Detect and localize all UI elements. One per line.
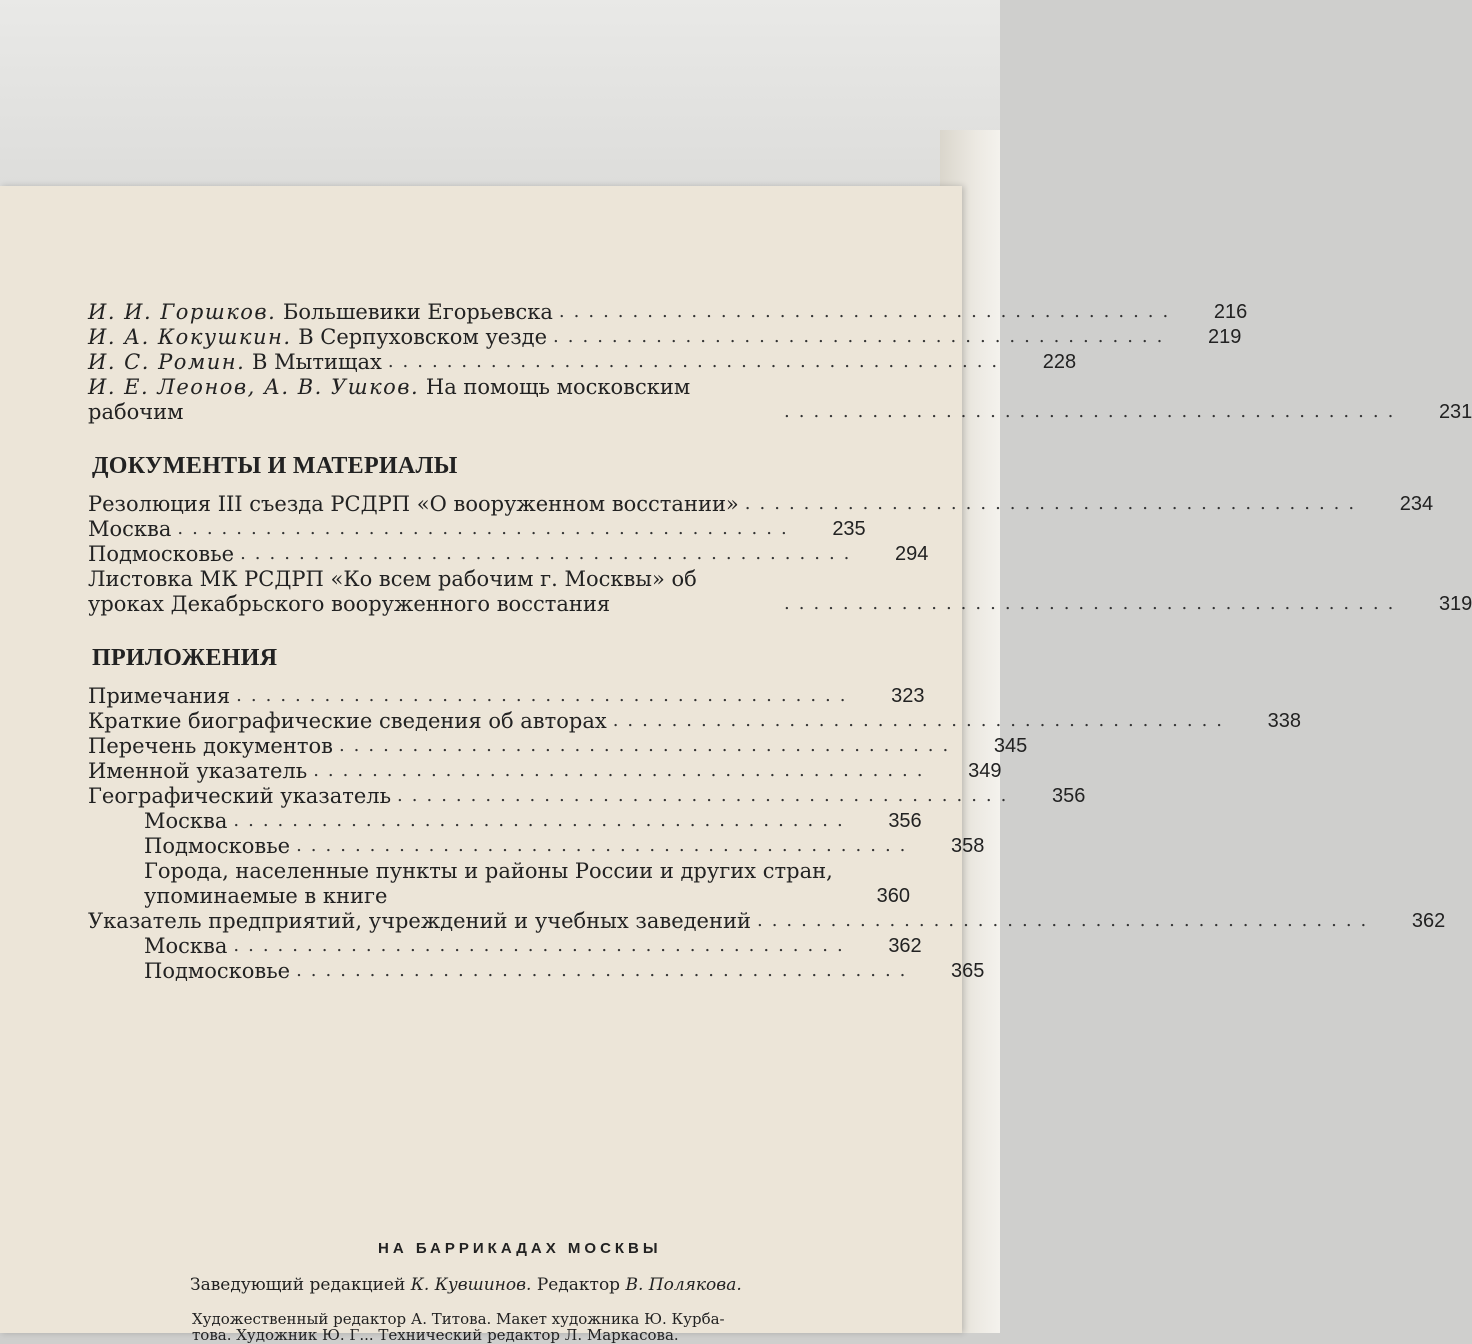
entry-author: И. Е. Леонов, А. В. Ушков. xyxy=(88,375,420,399)
toc-entry xyxy=(88,809,922,834)
entry-page: 216 xyxy=(1213,301,1248,323)
leader-dots: .......................................... xyxy=(233,810,852,831)
section-heading: ПРИЛОЖЕНИЯ xyxy=(92,645,278,671)
imprint-label: Заведующий редакцией xyxy=(190,1275,406,1295)
leader-dots: .......................................... xyxy=(233,935,852,956)
leader-dots: .......................................... xyxy=(756,910,1376,931)
toc-entry xyxy=(88,759,1002,784)
imprint-name: В. Полякова. xyxy=(625,1275,742,1295)
entry-title: Подмосковье xyxy=(144,959,291,983)
leader-dots: .......................................... xyxy=(338,735,958,756)
toc-entry xyxy=(88,709,1302,734)
leader-dots: .......................................... xyxy=(553,326,1172,347)
entry-page: 360 xyxy=(876,885,910,907)
entry-title: Перечень документов xyxy=(88,734,333,758)
entry-title: Указатель предприятий, учреждений и учебных заведений xyxy=(88,909,751,933)
entry-title: Примечания xyxy=(88,684,231,708)
entry-title: Именной указатель xyxy=(88,759,308,783)
entry-title: В Мытищах xyxy=(252,350,382,374)
toc-entry xyxy=(88,959,985,984)
entry-page: 231 xyxy=(1438,401,1472,423)
entry-page: 356 xyxy=(888,810,922,832)
entry-page: 294 xyxy=(895,543,929,565)
documents-group xyxy=(88,453,1472,617)
entry-page: 356 xyxy=(1051,785,1086,807)
toc-entry xyxy=(88,350,1077,375)
entry-page: 338 xyxy=(1267,710,1302,732)
entry-title: Города, населенные пункты и районы России и других стран, упоминаемые в книге xyxy=(144,859,833,908)
toc-entry xyxy=(88,492,1434,517)
entry-page: 362 xyxy=(1411,910,1446,932)
entry-title: Большевики Егорьевска xyxy=(282,300,553,324)
entry-page: 345 xyxy=(993,735,1028,757)
leader-dots: .......................................... xyxy=(558,301,1178,322)
entry-author: И. С. Ромин. xyxy=(88,350,246,374)
imprint-credits-line: това. Художник Ю. Г... Технический редактор Л. Маркасова. xyxy=(192,1326,679,1344)
entry-page: 228 xyxy=(1042,351,1077,373)
leader-dots: .......................................... xyxy=(612,710,1232,731)
background-surface xyxy=(0,0,1000,200)
leader-dots: .......................................... xyxy=(784,401,1403,422)
imprint-name: К. Кувшинов. xyxy=(410,1275,532,1295)
toc-entry xyxy=(88,859,910,909)
appendix-list xyxy=(88,684,1446,984)
entry-title: Краткие биографические сведения об авторах xyxy=(88,709,607,733)
entry-page: 219 xyxy=(1207,326,1242,348)
entry-page: 358 xyxy=(951,835,985,857)
imprint-credits-line: Художественный редактор А. Титова. Макет художника Ю. Курба- xyxy=(192,1310,725,1328)
entry-page: 319 xyxy=(1438,593,1472,615)
toc-entry xyxy=(88,567,1472,617)
leader-dots: .......................................... xyxy=(397,785,1016,806)
entry-author: И. А. Кокушкин. xyxy=(88,325,292,349)
leader-dots: .......................................... xyxy=(296,835,915,856)
imprint-editors-line xyxy=(190,1275,742,1295)
leader-dots: .......................................... xyxy=(236,685,855,706)
entry-page: 234 xyxy=(1399,493,1434,515)
leader-dots: .......................................... xyxy=(313,760,932,781)
entry-title: В Серпуховском уезде xyxy=(298,325,548,349)
leader-dots: .......................................... xyxy=(744,493,1364,514)
toc-entry xyxy=(88,909,1446,934)
leader-dots: .......................................... xyxy=(177,518,796,539)
entry-page: 323 xyxy=(891,685,925,707)
entry-title: Резолюция III съезда РСДРП «О вооруженном восстании» xyxy=(88,492,739,516)
toc-entry xyxy=(88,934,922,959)
entry-author: И. И. Горшков. xyxy=(88,300,277,324)
memoirs-group xyxy=(88,300,1472,425)
leader-dots: .......................................... xyxy=(296,960,915,981)
entry-title: Москва xyxy=(144,809,228,833)
entry-title: На помощь московским рабочим xyxy=(88,375,691,424)
leader-dots: .......................................... xyxy=(784,593,1403,614)
entry-page: 365 xyxy=(951,960,985,982)
imprint-label: Редактор xyxy=(536,1275,621,1295)
table-of-contents xyxy=(88,300,1472,1002)
entry-title: Географический указатель xyxy=(88,784,392,808)
toc-entry xyxy=(88,684,925,709)
entry-title: Москва xyxy=(88,517,172,541)
toc-entry xyxy=(88,375,1472,425)
entry-title: Листовка МК РСДРП «Ко всем рабочим г. Москвы» об уроках Декабрьского вооруженного восстания xyxy=(88,567,697,616)
toc-entry xyxy=(88,784,1086,809)
imprint-title: НА БАРРИКАДАХ МОСКВЫ xyxy=(378,1240,662,1257)
entry-page: 235 xyxy=(832,518,866,540)
leader-dots: .......................................... xyxy=(240,543,859,564)
toc-entry xyxy=(88,734,1028,759)
leader-dots: .......................................... xyxy=(387,351,1007,372)
toc-entry xyxy=(88,300,1248,325)
entry-page: 362 xyxy=(888,935,922,957)
entry-title: Подмосковье xyxy=(88,542,235,566)
appendices-group xyxy=(88,645,1446,984)
toc-entry xyxy=(88,325,1242,350)
toc-entry xyxy=(88,834,985,859)
section-heading: ДОКУМЕНТЫ И МАТЕРИАЛЫ xyxy=(92,453,458,479)
toc-entry xyxy=(88,517,866,542)
entry-title: Москва xyxy=(144,934,228,958)
entry-page: 349 xyxy=(968,760,1002,782)
entry-title: Подмосковье xyxy=(144,834,291,858)
toc-entry xyxy=(88,542,929,567)
